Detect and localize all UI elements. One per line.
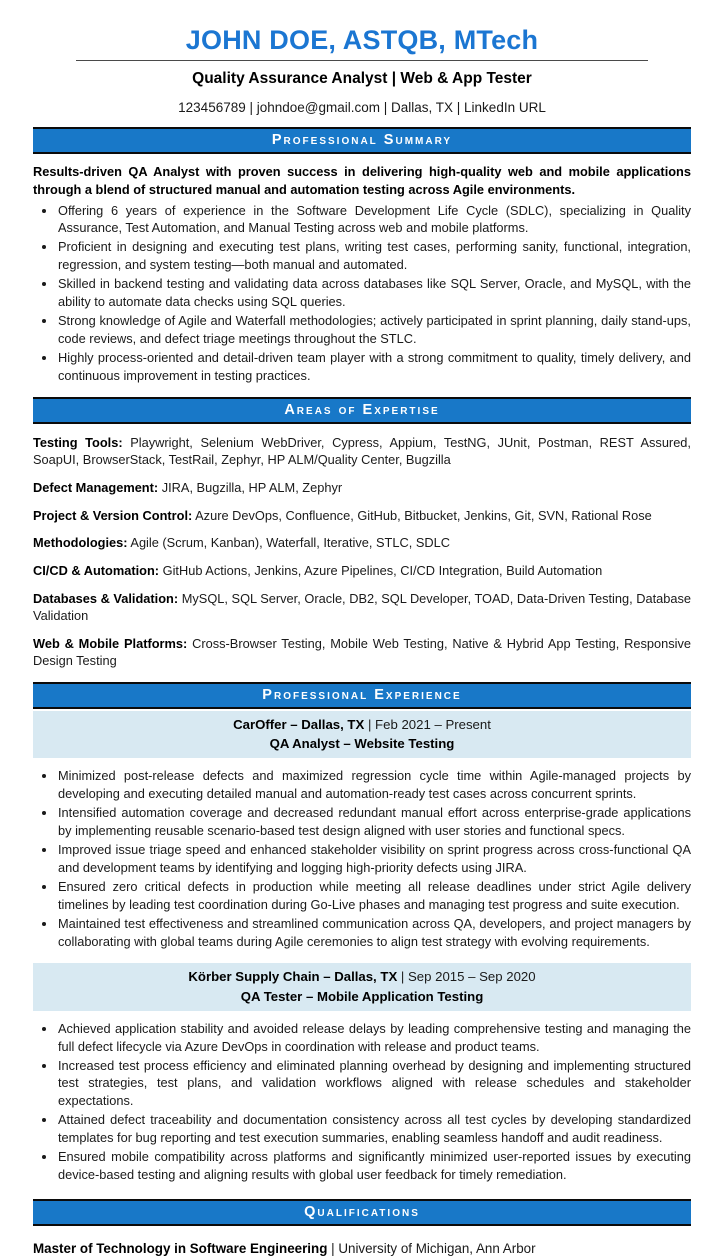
job-bullet: • Intensified automation coverage and decreased redundant manual effort across enterprise-grade applications by implementing reusable scenario-based test design aligned with user stories and functional specs. — [57, 804, 691, 840]
section-banner-qualifications — [33, 1199, 691, 1226]
job-bullet: • Improved issue triage speed and enhanced stakeholder visibility on sprint progress across cross-functional QA and development teams by identifying and logging high-priority defects using JIRA. — [57, 841, 691, 877]
job-company: Körber Supply Chain – Dallas, TX — [188, 969, 398, 985]
summary-bullet: • Strong knowledge of Agile and Waterfall methodologies; actively participated in sprint planning, daily stand-ups, code reviews, and defect triage meetings throughout the STLC. — [57, 312, 691, 348]
expertise-row — [33, 590, 691, 625]
expertise-label: Testing Tools: — [33, 434, 123, 450]
degree-institution: | University of Michigan, Ann Arbor — [331, 1240, 536, 1256]
expertise-row — [33, 635, 691, 670]
job-bullet: • Ensured zero critical defects in production while meeting all release deadlines under strict Agile delivery timelines by leading test coordination during Go-Live phases and managing test progress and suite execution. — [57, 878, 691, 914]
job-dates: | Feb 2021 – Present — [367, 717, 491, 733]
expertise-values: Agile (Scrum, Kanban), Waterfall, Iterative, STLC, SDLC — [130, 535, 450, 551]
expertise-values: MySQL, SQL Server, Oracle, DB2, SQL Developer, TOAD, Data-Driven Testing, Database Validation — [33, 590, 692, 624]
job-bullet-list — [33, 767, 691, 950]
expertise-label: Project & Version Control: — [33, 507, 193, 523]
section-heading: Professional Experience — [262, 687, 462, 704]
section-banner-professional-experience — [33, 682, 691, 709]
expertise-values: JIRA, Bugzilla, HP ALM, Zephyr — [161, 479, 343, 495]
expertise-values: Cross-Browser Testing, Mobile Web Testing, Native & Hybrid App Testing, Responsive Design Testing — [33, 635, 691, 669]
qualification-line — [33, 1241, 691, 1256]
expertise-row — [33, 479, 691, 497]
job-role: QA Tester – Mobile Application Testing — [240, 988, 484, 1004]
expertise-row — [33, 434, 691, 469]
expertise-values: Azure DevOps, Confluence, GitHub, Bitbucket, Jenkins, Git, SVN, Rational Rose — [195, 507, 652, 523]
expertise-label: Web & Mobile Platforms: — [33, 635, 188, 651]
job-company-line — [33, 967, 691, 986]
candidate-name: JOHN DOE, ASTQB, MTech — [185, 25, 539, 55]
expertise-label: Databases & Validation: — [33, 590, 179, 606]
job-bullet: • Attained defect traceability and documentation consistency across all test cycles by developing standardized templates for bug reporting and test execution summaries, enabling seamless handoff and audit readiness. — [57, 1111, 691, 1147]
section-heading: Qualifications — [304, 1203, 420, 1220]
header-divider — [76, 60, 648, 61]
job-header — [33, 711, 691, 758]
job-bullet: • Achieved application stability and avoided release delays by leading comprehensive testing and managing the full defect lifecycle via Azure DevOps in coordination with release and product teams. — [57, 1020, 691, 1056]
job-role: QA Analyst – Website Testing — [269, 736, 455, 752]
section-heading: Professional Summary — [271, 131, 453, 148]
job-bullet: • Maintained test effectiveness and streamlined communication across QA, developers, and project managers by collaborating with global teams during Agile ceremonies to align test strategy with evolving requirements. — [57, 915, 691, 951]
job-company: CarOffer – Dallas, TX — [233, 717, 365, 733]
expertise-values: GitHub Actions, Jenkins, Azure Pipelines, CI/CD Integration, Build Automation — [162, 562, 603, 578]
expertise-row — [33, 534, 691, 552]
expertise-label: Defect Management: — [33, 479, 159, 495]
job-bullet: • Increased test process efficiency and eliminated planning overhead by designing and implementing structured test strategies, test plans, and validation workflows aligned with release schedules and stakeholder expectations. — [57, 1057, 691, 1111]
section-banner-areas-of-expertise — [33, 397, 691, 424]
job-bullet: • Ensured mobile compatibility across platforms and significantly minimized user-reported issues by executing device-based testing and aligning results with global user feedback for timely remediation. — [57, 1148, 691, 1184]
summary-bullet: • Proficient in designing and executing test plans, writing test cases, performing sanity, functional, integration, regression, and system testing—both manual and automated. — [57, 238, 691, 274]
contact-line: 123456789 | johndoe@gmail.com | Dallas, TX | LinkedIn URL — [178, 99, 546, 115]
job-dates: | Sep 2015 – Sep 2020 — [400, 969, 536, 985]
expertise-values: Playwright, Selenium WebDriver, Cypress, Appium, TestNG, JUnit, Postman, REST Assured, SoapUI, BrowserStack, TestRail, Zephyr, HP ALM/Quality Center, Bugzilla — [33, 434, 691, 468]
degree-name: Master of Technology in Software Engineering — [33, 1240, 328, 1256]
expertise-label: CI/CD & Automation: — [33, 562, 160, 578]
expertise-row — [33, 562, 691, 580]
job-header — [33, 963, 691, 1010]
section-heading: Areas of Expertise — [284, 401, 440, 418]
expertise-label: Methodologies: — [33, 535, 128, 551]
section-banner-professional-summary — [33, 127, 691, 154]
job-bullet: • Minimized post-release defects and maximized regression cycle time within Agile-managed projects by developing and executing detailed manual and automation-ready test cases across concurrent sprints. — [57, 767, 691, 803]
summary-lead: Results-driven QA Analyst with proven success in delivering high-quality web and mobile applications through a blend of structured manual and automation testing across Agile environments. — [33, 163, 691, 197]
summary-bullet: • Highly process-oriented and detail-driven team player with a strong commitment to quality, timely delivery, and continuous improvement in testing practices. — [57, 349, 691, 385]
summary-bullet: • Skilled in backend testing and validating data across databases like SQL Server, Oracle, and MySQL, with the ability to automate data checks using SQL queries. — [57, 275, 691, 311]
summary-bullet-list — [33, 202, 691, 385]
expertise-row — [33, 507, 691, 525]
job-company-line — [33, 715, 691, 734]
job-bullet-list — [33, 1020, 691, 1184]
summary-bullet: • Offering 6 years of experience in the Software Development Life Cycle (SDLC), specializing in Quality Assurance, Test Automation, and Manual Testing across web and mobile platforms. — [57, 202, 691, 238]
candidate-title: Quality Assurance Analyst | Web & App Tester — [192, 69, 532, 87]
